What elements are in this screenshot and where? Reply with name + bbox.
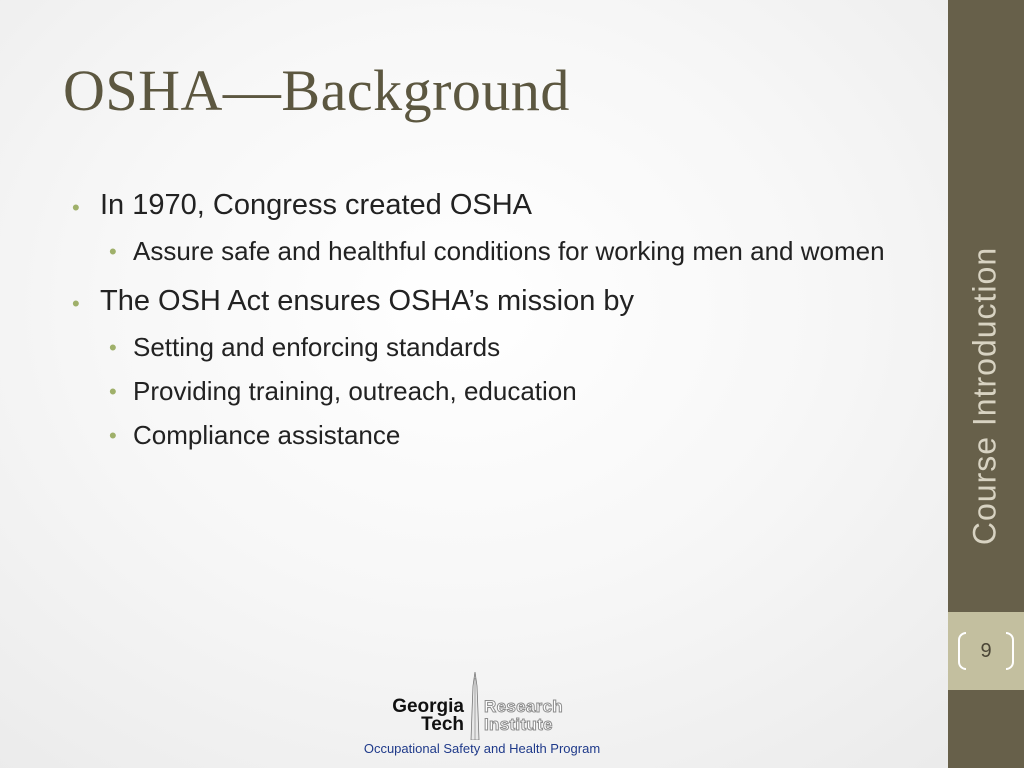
sub-bullet-text: Compliance assistance [133, 419, 401, 450]
sub-bullet-item [72, 415, 892, 456]
footer-caption: Occupational Safety and Health Program [363, 741, 601, 756]
sub-bullet-item [72, 327, 892, 368]
logo-research-text: Research [484, 697, 563, 716]
sub-bullet-text: Assure safe and healthful conditions for working men and women [133, 235, 885, 266]
bullet-item [72, 188, 892, 223]
sub-bullet-item [72, 231, 892, 272]
bullet-dot-icon: • [72, 290, 80, 316]
slide-content [72, 188, 892, 459]
tower-spire-icon [469, 672, 481, 740]
logo-georgia-tech [372, 698, 464, 734]
section-label-text: Course Introduction [966, 246, 1003, 546]
sub-bullet-text: Providing training, outreach, education [133, 375, 577, 406]
logo-tech-text: Tech [421, 714, 464, 736]
slide-title: OSHA—Background [63, 58, 570, 123]
bullet-dot-icon: • [109, 422, 117, 448]
page-number-box [958, 632, 1014, 670]
georgia-tech-research-institute-logo [372, 672, 588, 740]
page-number: 9 [980, 640, 992, 662]
bullet-item [72, 284, 892, 319]
logo-institute-text: Institute [484, 714, 553, 734]
sub-bullet-text: Setting and enforcing standards [133, 331, 501, 362]
bullet-dot-icon: • [109, 238, 117, 264]
logo-research-institute [484, 698, 563, 734]
section-label [948, 0, 1024, 610]
bullet-text: The OSH Act ensures OSHA’s mission by [100, 284, 635, 317]
bullet-dot-icon: • [109, 378, 117, 404]
sub-bullet-item [72, 371, 892, 412]
bullet-text: In 1970, Congress created OSHA [100, 189, 533, 221]
bullet-dot-icon: • [72, 195, 80, 220]
page-number-band [948, 612, 1024, 690]
bullet-dot-icon: • [109, 334, 117, 360]
logo-georgia-text: Georgia [392, 696, 464, 717]
